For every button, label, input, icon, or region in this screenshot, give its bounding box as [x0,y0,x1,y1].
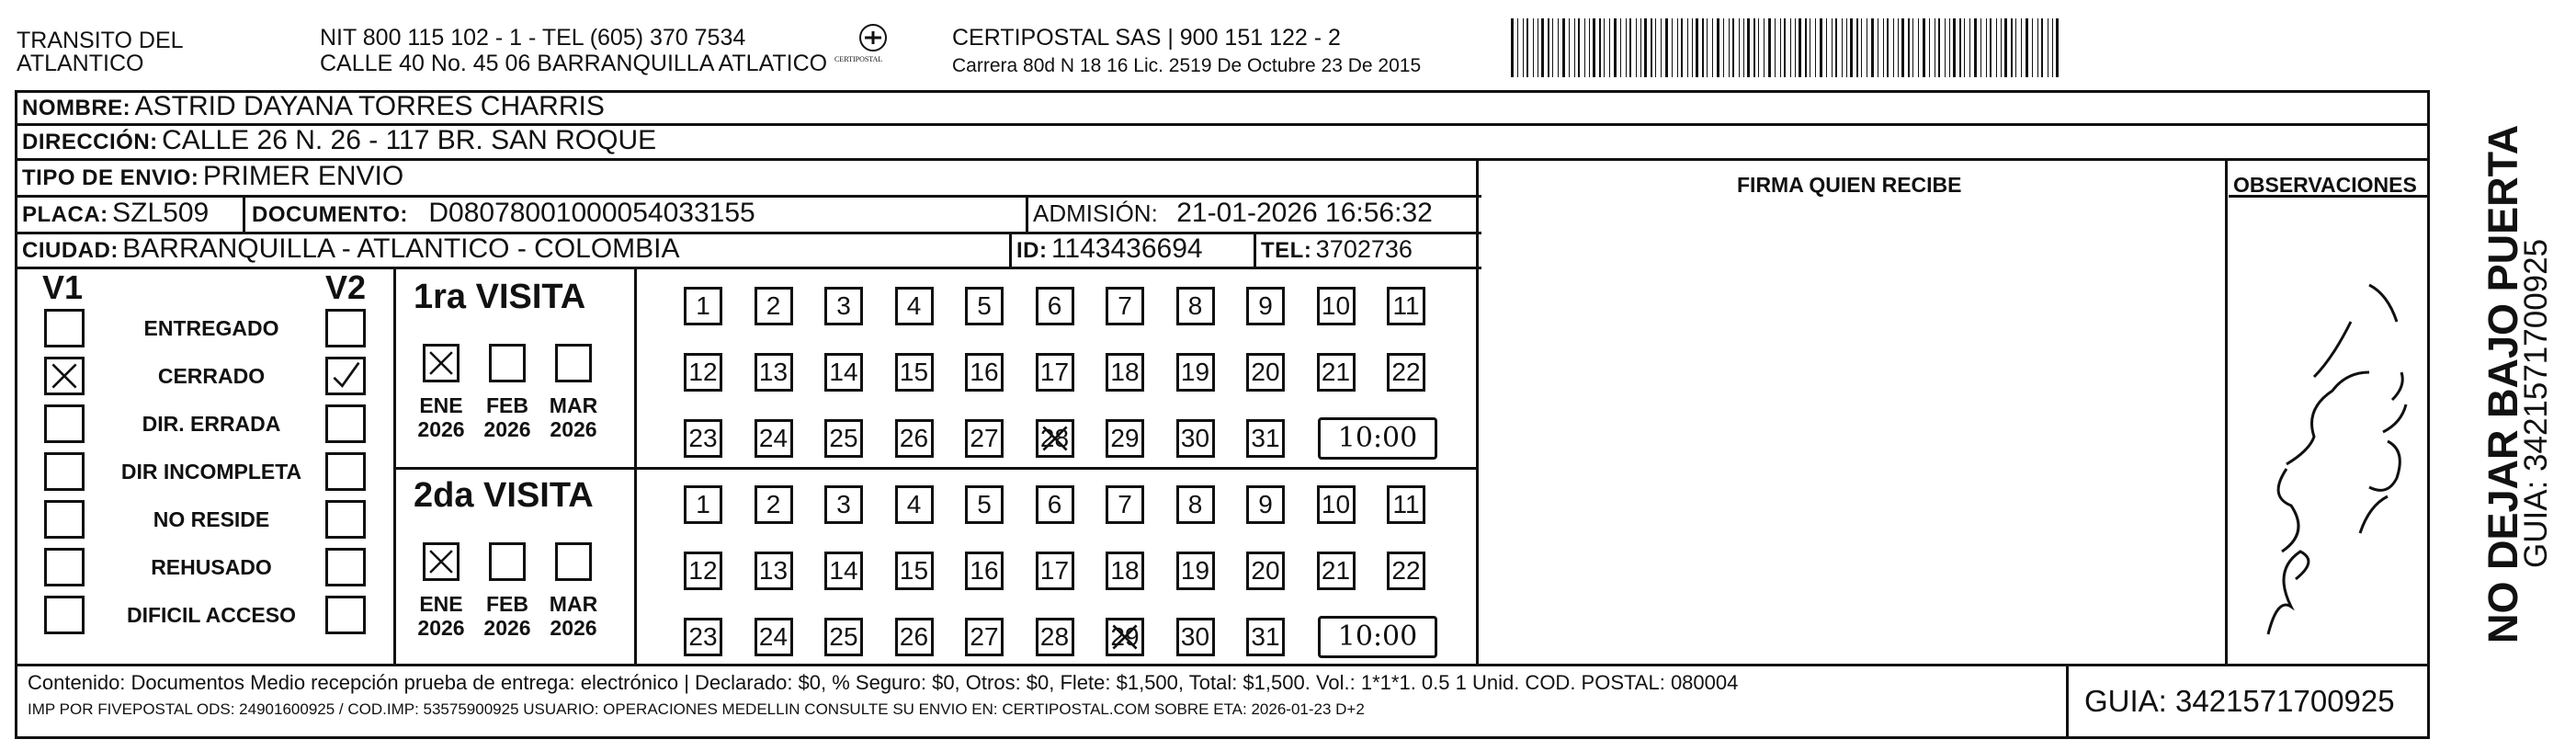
barcode-bar [1790,18,1791,77]
barcode-bar [1626,18,1627,77]
tel-row [1261,235,1413,264]
day-box[interactable]: 4 [895,485,934,524]
barcode-bar [1723,18,1724,77]
barcode-bar [1629,18,1631,77]
barcode-bar [1871,18,1874,77]
barcode-bar [1820,18,1822,77]
day-box[interactable]: 22 [1387,552,1425,590]
day-box[interactable]: 8 [1176,287,1215,325]
barcode-bar [1578,18,1580,77]
barcode-bar [1996,18,1997,77]
day-box[interactable]: 13 [755,353,793,392]
direccion-label: DIRECCIÓN: [22,130,158,154]
company-license: Carrera 80d N 18 16 Lic. 2519 De Octubre 23 De 2015 [952,55,1422,76]
company-nit: CERTIPOSTAL SAS | 900 151 122 - 2 [952,25,1341,51]
barcode-bar [1533,18,1534,77]
barcode-bar [1986,18,1987,77]
barcode-bar [2041,18,2043,77]
day-box[interactable]: 15 [895,353,934,392]
issuer-address: CALLE 40 No. 45 06 BARRANQUILLA ATLATICO [320,51,828,76]
day-box[interactable]: 31 [1246,618,1285,656]
barcode-bar [1640,18,1641,77]
day-box[interactable]: 26 [895,618,934,656]
status-v1-checkbox[interactable] [44,596,85,634]
barcode-bar [1912,18,1913,77]
barcode-bar [1729,18,1730,77]
tel-label: TEL: [1261,238,1312,263]
day-box[interactable]: 11 [1387,287,1425,325]
barcode-bar [2015,18,2016,77]
barcode-bar [1842,18,1843,77]
barcode-bar [1780,18,1781,77]
day-box[interactable]: 7 [1106,485,1144,524]
barcode-bar [1887,18,1889,77]
barcode-bar [2037,18,2038,77]
barcode-bar [1775,18,1776,77]
barcode-bar [2021,18,2022,77]
barcode-bar [1681,18,1683,77]
month-label: ENE [419,592,463,616]
barcode-bar [1856,18,1858,77]
barcode-bar [2026,18,2028,77]
month-label: ENE [419,393,463,417]
barcode-bar [1743,18,1744,77]
barcode-bar [1548,18,1549,77]
barcode-bar [1953,18,1956,77]
barcode-bar [1753,18,1755,77]
day-box[interactable]: 24 [755,419,793,458]
day-box[interactable]: 15 [895,552,934,590]
barcode-bar [1569,18,1570,77]
direccion-value: CALLE 26 N. 26 - 117 BR. SAN ROQUE [162,125,657,155]
barcode-bar [1707,18,1708,77]
month-checkbox[interactable] [555,542,592,581]
day-box[interactable]: 30 [1176,618,1215,656]
id-row [1016,233,1203,265]
admision-value: 21-01-2026 16:56:32 [1176,198,1433,228]
barcode-bar [1901,18,1904,77]
placa-row [22,198,209,229]
tipo-value: PRIMER ENVIO [202,161,404,191]
day-box[interactable]: 18 [1106,353,1144,392]
barcode-bar [1651,18,1652,77]
barcode-bar [1644,18,1647,77]
day-box[interactable]: 1 [684,485,722,524]
barcode-bar [1747,18,1750,77]
v1-label: V1 [42,268,84,306]
day-box[interactable]: 17 [1036,552,1074,590]
barcode-bar [1526,18,1528,77]
nombre-row [22,91,605,122]
day-box[interactable]: 6 [1036,287,1074,325]
barcode-bar [1764,18,1765,77]
nombre-label: NOMBRE: [22,96,131,120]
admision-row [1033,198,1433,229]
visit-title: 1ra VISITA [414,278,586,316]
barcode-bar [1523,18,1524,77]
barcode-bar [1562,18,1565,77]
day-box[interactable]: 27 [965,419,1004,458]
barcode-bar [1584,18,1585,77]
barcode-bar [1846,18,1847,77]
barcode-bar [1589,18,1590,77]
month-label: FEB [486,592,528,616]
barcode-bar [1893,18,1894,77]
placa-value: SZL509 [112,198,210,228]
tel-value: 3702736 [1315,235,1413,263]
status-v1-checkbox[interactable] [44,452,85,491]
barcode-bar [1768,18,1771,77]
status-option-label: DIR. ERRADA [142,412,281,436]
barcode-bar [1758,18,1759,77]
month-checkbox[interactable] [555,344,592,382]
month-checkbox[interactable] [423,344,460,382]
barcode-bar [1805,18,1807,77]
barcode-bar [1949,18,1950,77]
barcode-bar [1614,18,1617,77]
barcode-bar [1815,18,1816,77]
day-box[interactable]: 6 [1036,485,1074,524]
barcode-bar [1784,18,1786,77]
day-box[interactable]: 14 [824,353,863,392]
direccion-row [22,125,656,156]
day-box[interactable]: 18 [1106,552,1144,590]
status-v2-checkbox[interactable] [325,596,366,634]
ciudad-value: BARRANQUILLA - ATLANTICO - COLOMBIA [122,233,680,264]
barcode-bar [1795,18,1796,77]
status-v2-checkbox[interactable] [325,309,366,347]
status-option-label: DIR INCOMPLETA [120,460,302,484]
day-box[interactable]: 12 [684,552,722,590]
barcode-bar [1964,18,1965,77]
visit-title: 2da VISITA [414,476,594,515]
footer-contenido: Contenido: Documentos Medio recepción prueba de entrega: electrónico | Declarado: $0, % Seguro: $0, Otros: $0, Flete: $1,500, Total: $1,500. Vol.: 1*1*1. 0.5 1 Unid. COD. POSTAL: 080004 [28,671,1739,694]
year-label: 2026 [417,417,465,441]
day-box[interactable]: 16 [965,353,1004,392]
month-checkbox[interactable] [423,542,460,581]
day-box[interactable]: 3 [824,485,863,524]
month-checkbox[interactable] [489,542,526,581]
documento-row [252,198,755,229]
logo-caption: CERTIPOSTAL [834,55,883,63]
check-mark [1108,620,1141,654]
ciudad-label: CIUDAD: [22,238,119,263]
day-box[interactable]: 23 [684,419,722,458]
day-box[interactable]: 23 [684,618,722,656]
documento-value: D08078001000054033155 [428,198,755,228]
day-box[interactable]: 30 [1176,419,1215,458]
day-box[interactable]: 10 [1317,287,1356,325]
day-box[interactable]: 4 [895,287,934,325]
status-v2-checkbox[interactable] [325,404,366,443]
day-box[interactable]: 9 [1246,485,1285,524]
status-v2-checkbox[interactable] [325,452,366,491]
barcode-bar [1826,18,1827,77]
barcode-bar [1717,18,1719,77]
month-label: FEB [486,393,528,417]
status-v2-checkbox[interactable] [325,500,366,539]
barcode-bar [2004,18,2007,77]
day-box[interactable]: 2 [755,287,793,325]
barcode-bar [2056,18,2059,77]
day-box[interactable]: 12 [684,353,722,392]
day-box[interactable]: 8 [1176,485,1215,524]
barcode-bar [1599,18,1601,77]
day-box[interactable]: 7 [1106,287,1144,325]
day-box[interactable]: 5 [965,287,1004,325]
observaciones-handwriting [2231,248,2424,653]
day-box[interactable]: 19 [1176,353,1215,392]
status-v2-checkbox[interactable] [325,357,366,395]
month-label: MAR [549,592,598,616]
tipo-label: TIPO DE ENVIO: [22,165,199,190]
day-box[interactable]: 2 [755,485,793,524]
barcode-bar [1732,18,1734,77]
issuer-name-line1: TRANSITO DEL [17,28,184,53]
issuer-nit-phone: NIT 800 115 102 - 1 - TEL (605) 370 7534 [320,25,746,51]
status-option-label: NO RESIDE [153,507,270,531]
day-box[interactable]: 22 [1387,353,1425,392]
id-value: 1143436694 [1050,233,1203,264]
barcode-bar [1923,18,1925,77]
day-box[interactable]: 29 [1106,618,1144,656]
day-box[interactable]: 5 [965,485,1004,524]
barcode-bar [1511,18,1514,77]
barcode-bar [1517,18,1518,77]
day-box[interactable]: 11 [1387,485,1425,524]
day-box[interactable]: 19 [1176,552,1215,590]
check-mark [328,359,363,393]
barcode-bar [2001,18,2002,77]
barcode-bar [1672,18,1673,77]
barcode-bar [1574,18,1575,77]
status-v1-checkbox[interactable] [44,357,85,395]
guia-vertical: GUIA: 3421571700925 [2518,238,2554,568]
barcode-bar [2011,18,2013,77]
day-box[interactable]: 1 [684,287,722,325]
barcode-bar [2052,18,2053,77]
barcode-bar [1696,18,1698,77]
status-v1-checkbox[interactable] [44,500,85,539]
barcode-bar [1861,18,1862,77]
firma-label: FIRMA QUIEN RECIBE [1737,173,1962,197]
check-mark [426,347,457,380]
day-box[interactable]: 10 [1317,485,1356,524]
day-box[interactable]: 17 [1036,353,1074,392]
year-label: 2026 [483,417,531,441]
day-box[interactable]: 27 [965,618,1004,656]
issuer-name-line2: ATLANTICO [17,51,144,76]
barcode-bar [1898,18,1899,77]
day-box[interactable]: 28 [1036,618,1074,656]
barcode-bar [1665,18,1668,77]
barcode-bar [1604,18,1605,77]
barcode-bar [1835,18,1837,77]
day-box[interactable]: 26 [895,419,934,458]
day-box[interactable]: 20 [1246,353,1285,392]
month-label: MAR [549,393,598,417]
visit-time: 10:00 [1318,616,1437,658]
barcode [1511,18,2066,77]
status-v1-checkbox[interactable] [44,548,85,586]
barcode-bar [1552,18,1553,77]
footer-imp-line: IMP POR FIVEPOSTAL ODS: 24901600925 / COD.IMP: 53575900925 USUARIO: OPERACIONES MEDELLIN CONSULTE SU ENVIO EN: CERTIPOSTAL.COM SOBRE ETA: 2026-01-23 D+2 [28,700,1365,718]
year-label: 2026 [550,417,597,441]
v2-label: V2 [325,268,367,306]
barcode-bar [1739,18,1740,77]
status-option-label: REHUSADO [151,555,272,579]
day-box[interactable]: 28 [1036,419,1074,458]
barcode-bar [1541,18,1544,77]
day-box[interactable]: 16 [965,552,1004,590]
day-box[interactable]: 3 [824,287,863,325]
year-label: 2026 [483,616,531,640]
barcode-bar [1655,18,1656,77]
status-option-label: ENTREGADO [143,316,279,340]
admision-label: ADMISIÓN: [1033,199,1158,227]
barcode-bar [1945,18,1946,77]
visit-time: 10:00 [1318,417,1437,460]
day-box[interactable]: 29 [1106,419,1144,458]
barcode-bar [1990,18,1992,77]
status-option-label: CERRADO [157,364,266,388]
day-box[interactable]: 13 [755,552,793,590]
barcode-bar [1692,18,1693,77]
day-box[interactable]: 25 [824,419,863,458]
status-v1-checkbox[interactable] [44,404,85,443]
barcode-bar [1980,18,1981,77]
barcode-bar [1677,18,1678,77]
barcode-bar [1609,18,1610,77]
no-dejar-bajo-puerta: NO DEJAR BAJO PUERTA [2480,124,2526,643]
barcode-bar [1918,18,1919,77]
ciudad-row [22,233,680,265]
barcode-bar [1883,18,1884,77]
day-box[interactable]: 20 [1246,552,1285,590]
status-option-label: DIFICIL ACCESO [126,603,296,627]
year-label: 2026 [550,616,597,640]
check-mark [1038,422,1072,455]
barcode-bar [1636,18,1637,77]
month-checkbox[interactable] [489,344,526,382]
barcode-bar [1929,18,1930,77]
barcode-bar [1908,18,1910,77]
barcode-bar [1661,18,1662,77]
day-box[interactable]: 9 [1246,287,1285,325]
barcode-bar [1558,18,1559,77]
barcode-bar [1974,18,1977,77]
documento-label: DOCUMENTO: [252,202,408,227]
day-box[interactable]: 14 [824,552,863,590]
barcode-bar [1702,18,1704,77]
id-label: ID: [1016,238,1048,263]
year-label: 2026 [417,616,465,640]
day-box[interactable]: 25 [824,618,863,656]
day-box[interactable]: 21 [1317,353,1356,392]
barcode-bar [1687,18,1688,77]
check-mark [426,545,457,578]
status-v2-checkbox[interactable] [325,548,366,586]
barcode-bar [1799,18,1801,77]
barcode-bar [1593,18,1595,77]
barcode-bar [1969,18,1970,77]
nombre-value: ASTRID DAYANA TORRES CHARRIS [134,91,605,121]
barcode-bar [1620,18,1621,77]
day-box[interactable]: 21 [1317,552,1356,590]
placa-label: PLACA: [22,202,108,227]
footer-guia: GUIA: 3421571700925 [2084,684,2395,718]
check-mark [47,359,82,393]
barcode-bar [1959,18,1961,77]
status-v1-checkbox[interactable] [44,309,85,347]
barcode-bar [1712,18,1713,77]
day-box[interactable]: 24 [755,618,793,656]
barcode-bar [2032,18,2033,77]
barcode-bar [1938,18,1940,77]
tipo-row [22,161,403,192]
barcode-bar [1832,18,1833,77]
barcode-bar [1850,18,1853,77]
day-box[interactable]: 31 [1246,419,1285,458]
observaciones-label: OBSERVACIONES [2233,173,2417,197]
